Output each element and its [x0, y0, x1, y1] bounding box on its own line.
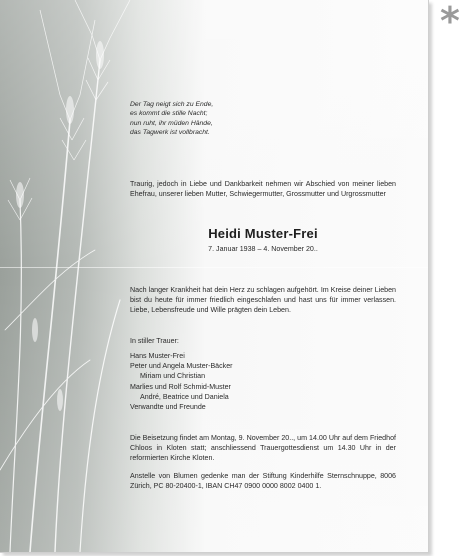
intro-text: Traurig, jedoch in Liebe und Dankbarkeit nehmen wir Abschied von meiner lieben Ehefrau, unserer lieben Mutter, Schwiegermutter, Grossmutter und Urgrossmutter — [130, 180, 396, 199]
deceased-name: Heidi Muster-Frei — [208, 226, 318, 241]
list-item: Marlies und Rolf Schmid-Muster — [130, 382, 231, 391]
list-item: Verwandte und Freunde — [130, 403, 206, 412]
list-item: Hans Muster-Frei — [130, 352, 185, 360]
list-item: Miriam und Christian — [140, 372, 206, 381]
poem — [130, 100, 330, 137]
poem-line: das Tagwerk ist vollbracht. — [130, 128, 210, 136]
farewell-paragraph: Nach langer Krankheit hat dein Herz zu schlagen aufgehört. Im Kreise deiner Lieben bist du heute für immer friedlich eingeschlafen und hast uns für immer verlassen. Liebe, Lebensfreude und Wille prägten dein Leben. — [130, 286, 396, 315]
poem-line: Der Tag neigt sich zu Ende, — [130, 101, 214, 108]
poem-line: es kommt die stille Nacht; — [130, 110, 208, 118]
mourners-list — [130, 351, 233, 412]
asterisk-mark: * — [440, 0, 460, 43]
list-item: Peter und Angela Muster-Bäcker — [130, 362, 233, 371]
donation-info: Anstelle von Blumen gedenke man der Stiftung Kinderhilfe Sternschnuppe, 8006 Zürich, PC 80-20400-1, IBAN CH47 0900 0000 8002 0400 1. — [130, 472, 396, 491]
mourning-heading: In stiller Trauer: — [130, 337, 179, 345]
funeral-info: Die Beisetzung findet am Montag, 9. November 20.., um 14.00 Uhr auf dem Friedhof Chloos in Kloten statt; anschliessend Trauergottesdienst um 14.30 Uhr in der reformierten Kirche Kloten. — [130, 434, 396, 463]
fold-line — [0, 267, 428, 268]
poem-line: nun ruht, ihr müden Hände, — [130, 119, 213, 127]
deceased-dates: 7. Januar 1938 – 4. November 20.. — [208, 245, 318, 253]
list-item: André, Beatrice und Daniela — [140, 392, 229, 401]
